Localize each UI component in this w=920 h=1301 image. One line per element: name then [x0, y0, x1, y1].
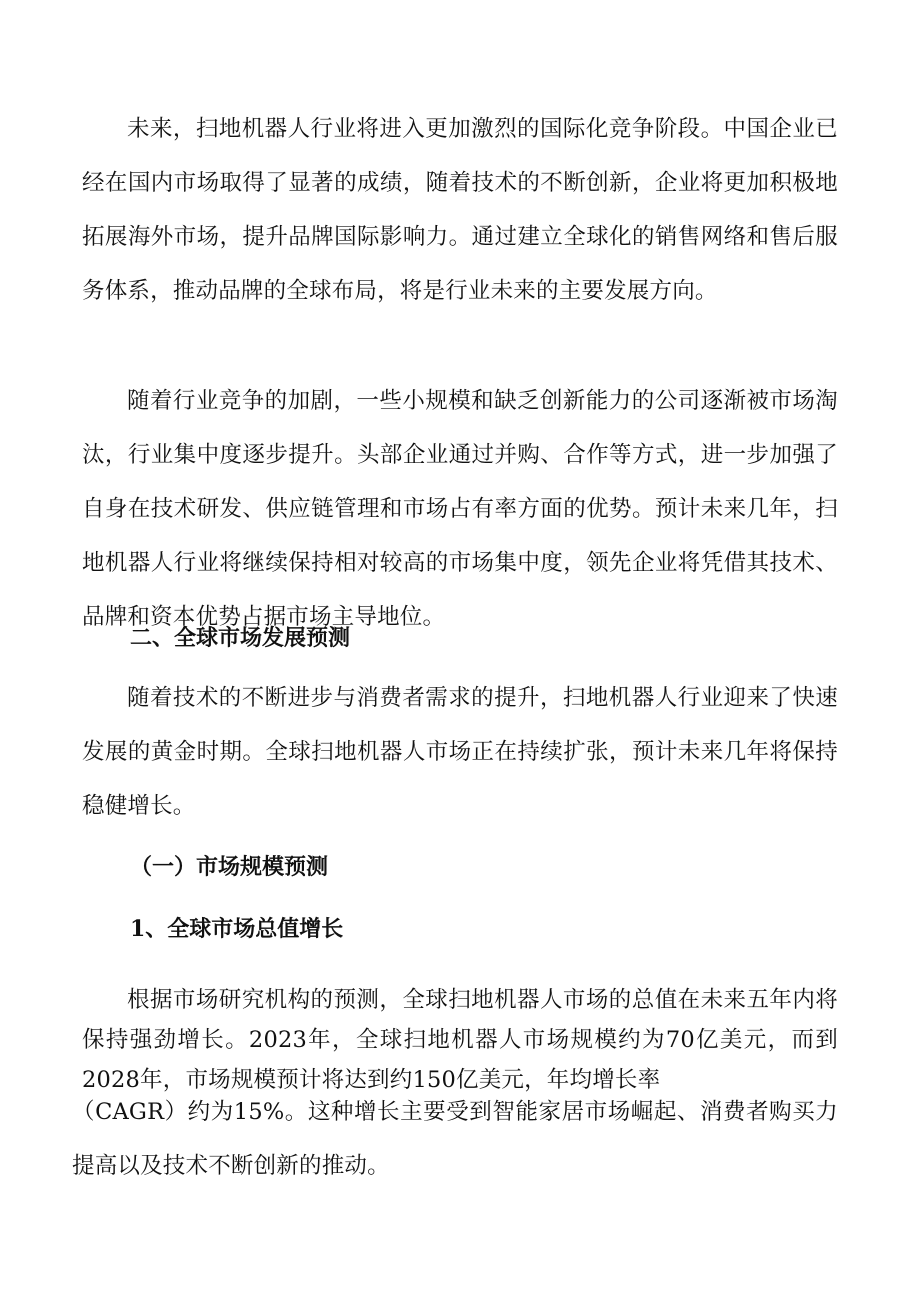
paragraph-market-growth-intro: 随着技术的不断进步与消费者需求的提升，扫地机器人行业迎来了快速发展的黄金时期。全球扫地机器人市场正在持续扩张，预计未来几年将保持稳健增长。 — [82, 685, 838, 819]
paragraph-market-value-forecast: 根据市场研究机构的预测，全球扫地机器人市场的总值在未来五年内将保持强劲增长。2023年，全球扫地机器人市场规模约为70亿美元，而到2028年，市场规模预计将达到约150亿美元，年均增长率 — [82, 987, 838, 1093]
subsection-heading-market-size-forecast: （一）市场规模预测 — [130, 854, 329, 880]
item-heading-global-market-value: 1、全球市场总值增长 — [130, 916, 344, 942]
paragraph-industry-concentration: 随着行业竞争的加剧，一些小规模和缺乏创新能力的公司逐渐被市场淘汰，行业集中度逐步提升。头部企业通过并购、合作等方式，进一步加强了自身在技术研发、供应链管理和市场占有率方面的优势。预计未来几年，扫地机器人行业将继续保持相对较高的市场集中度，领先企业将凭借其技术、品牌和资本优势占据市场主导地位。 — [82, 388, 838, 630]
section-heading-global-market-forecast: 二、全球市场发展预测 — [130, 626, 351, 651]
paragraph-international-competition: 未来，扫地机器人行业将进入更加激烈的国际化竞争阶段。中国企业已经在国内市场取得了显著的成绩，随着技术的不断创新，企业将更加积极地拓展海外市场，提升品牌国际影响力。通过建立全球化的销售网络和售后服务体系，推动品牌的全球布局，将是行业未来的主要发展方向。 — [82, 116, 838, 304]
paragraph-cagr-drivers: （CAGR）约为15%。这种增长主要受到智能家居市场崛起、消费者购买力提高以及技术不断创新的推动。 — [72, 1099, 838, 1179]
